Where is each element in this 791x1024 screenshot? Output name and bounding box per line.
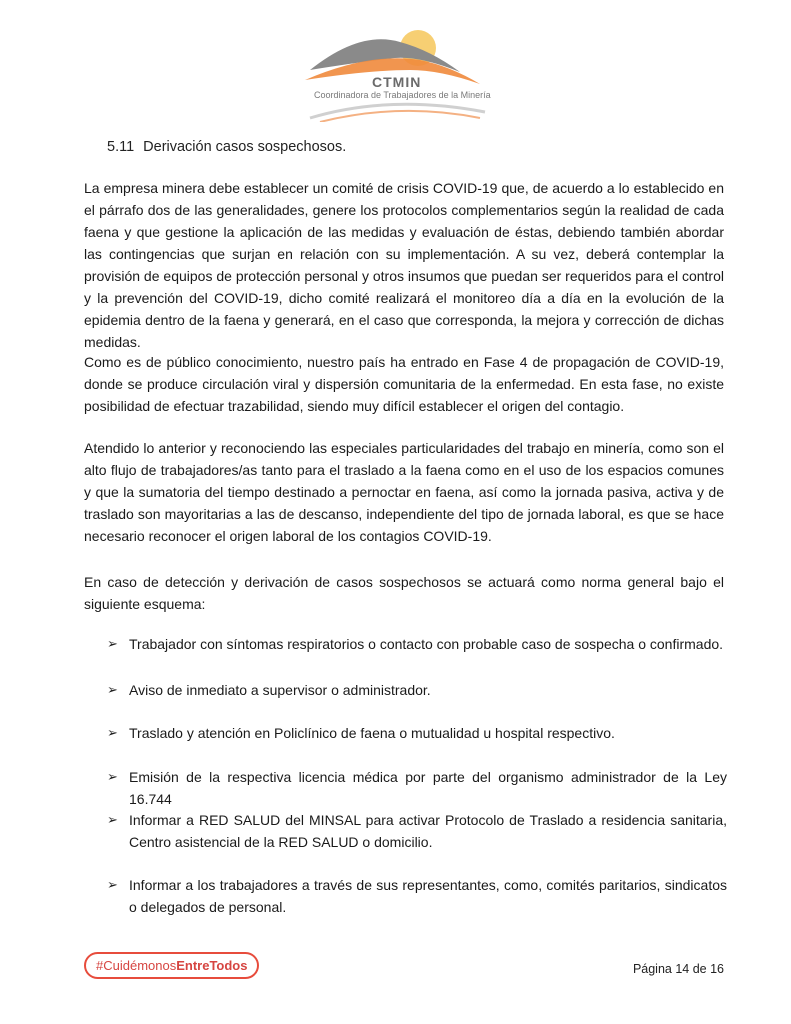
orange-swoosh-shape [320, 111, 480, 122]
list-item-text: Traslado y atención en Policlínico de faena o mutualidad u hospital respectivo. [129, 725, 615, 741]
hashtag-prefix: #Cuidémonos [96, 958, 177, 973]
logo-subtitle: Coordinadora de Trabajadores de la Minería [314, 90, 491, 100]
arrow-bullet-icon: ➢ [107, 877, 118, 892]
list-item-text: Informar a los trabajadores a través de sus representantes, como, comités paritarios, sindicatos o delegados de personal. [129, 877, 727, 915]
ctmin-logo [300, 22, 490, 122]
list-item-text: Trabajador con síntomas respiratorios o contacto con probable caso de sospecha o confirmado. [129, 636, 724, 652]
hashtag-bold: EntreTodos [176, 958, 248, 973]
logo-title: CTMIN [372, 74, 422, 90]
section-title: Derivación casos sospechosos. [143, 139, 347, 155]
list-item-text: Emisión de la respectiva licencia médica por parte del organismo administrador de la Ley 16.744 [129, 769, 727, 807]
arrow-bullet-icon: ➢ [107, 682, 118, 697]
list-item [107, 722, 727, 744]
list-item-text: Informar a RED SALUD del MINSAL para activar Protocolo de Traslado a residencia sanitaria, Centro asistencial de la RED SALUD o domicilio. [129, 812, 727, 850]
paragraph-4: En caso de detección y derivación de casos sospechosos se actuará como norma general bajo el siguiente esquema: [84, 574, 724, 612]
paragraph-2: Como es de público conocimiento, nuestro país ha entrado en Fase 4 de propagación de COVID-19, donde se produce circulación viral y dispersión comunitaria de la enfermedad. En esta fase, no existe posibilidad de efectuar trazabilidad, siendo muy difícil establecer el origen del contagio. [84, 354, 724, 414]
list-item [107, 809, 727, 853]
mountain-logo-icon [300, 22, 490, 122]
arrow-bullet-icon: ➢ [107, 769, 118, 784]
arrow-bullet-icon: ➢ [107, 812, 118, 827]
arrow-bullet-icon: ➢ [107, 636, 118, 651]
paragraph-3: Atendido lo anterior y reconociendo las especiales particularidades del trabajo en minería, como son el alto flujo de trabajadores/as tanto para el traslado a la faena como en el uso de los espacios comunes y que la sumatoria del tiempo destinado a pernoctar en faena, así como la jornada pasiva, activa y de traslado son mayoritarias a las de descanso, independiente del tipo de jornada laboral, es que se hace necesario reconocer el origen laboral de los contagios COVID-19. [84, 440, 724, 544]
page-number: Página 14 de 16 [632, 962, 724, 976]
list-item [107, 766, 727, 810]
section-number: 5.11 [107, 139, 135, 155]
list-item [107, 679, 727, 701]
arrow-bullet-icon: ➢ [107, 725, 118, 740]
list-item [107, 633, 727, 655]
list-item [107, 874, 727, 918]
list-item-text: Aviso de inmediato a supervisor o administrador. [129, 682, 431, 698]
paragraph-1: La empresa minera debe establecer un comité de crisis COVID-19 que, de acuerdo a lo establecido en el párrafo dos de las generalidades, genere los protocolos complementarios según la realidad de cada faena y que gestione la aplicación de las medidas y evaluación de éstas, debiendo también abordar las contingencias que surjan en relación con su implementación. A su vez, deberá contemplar la provisión de equipos de protección personal y otros insumos que puedan ser requeridos para el control y la prevención del COVID-19, dicho comité realizará el monitoreo día a día en la evolución de la epidemia dentro de la faena y generará, en el caso que corresponda, la mejora y corrección de dichas medidas. [84, 180, 724, 350]
section-heading [107, 139, 346, 155]
hashtag-badge [84, 952, 259, 979]
